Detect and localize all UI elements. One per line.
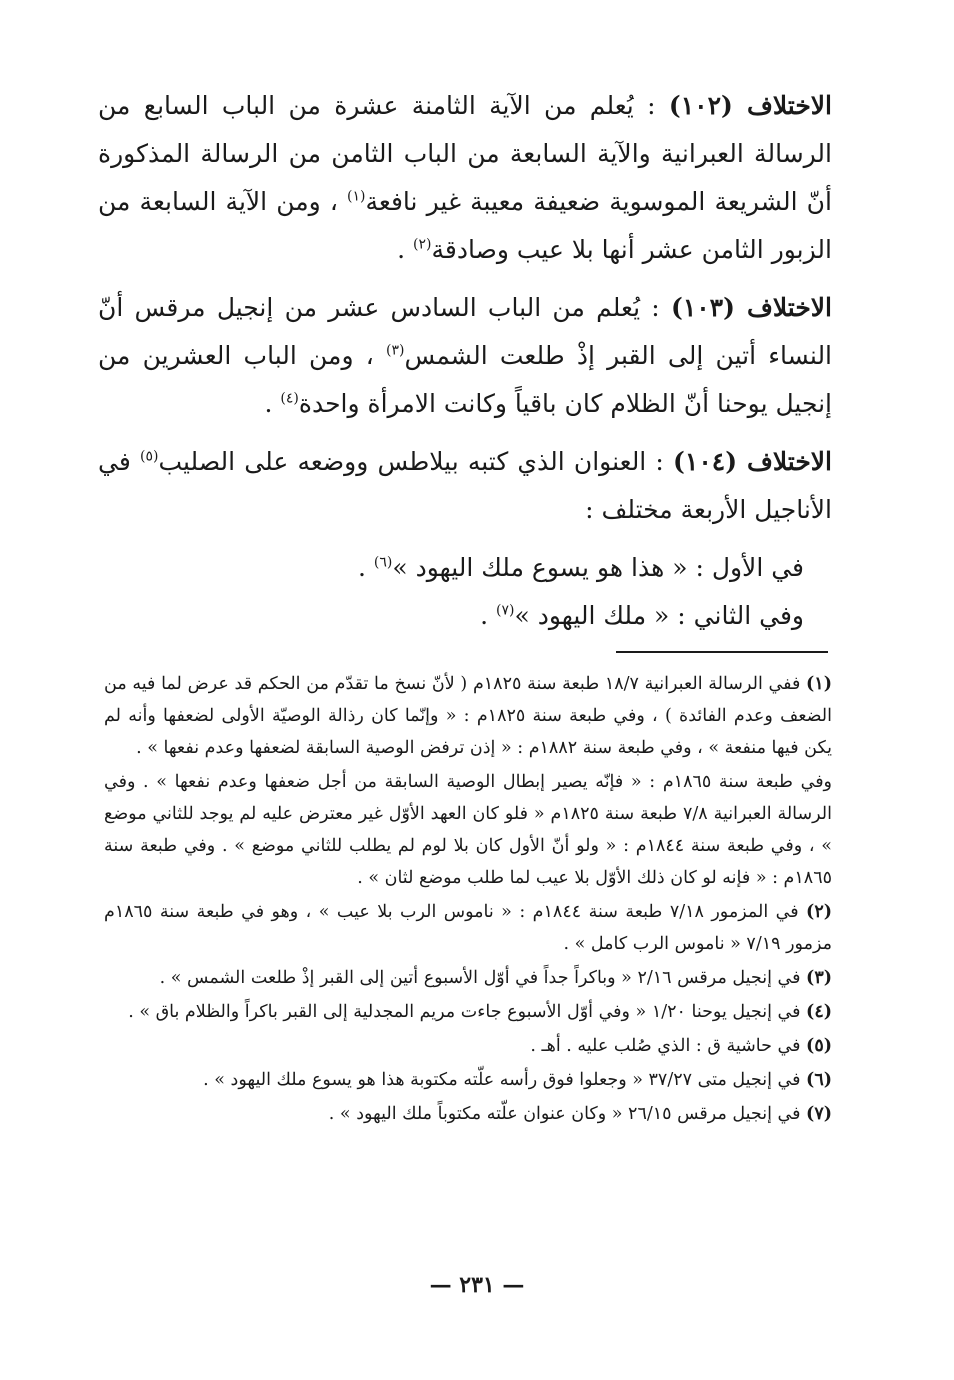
paragraph-heading: الاختلاف (١٠٢) xyxy=(668,91,832,120)
footnote-7 xyxy=(104,1098,832,1130)
footnote-text: في حاشية ق : الذي صُلب عليه . أهـ . xyxy=(530,1036,807,1056)
paragraph-text: في الأناجيل الأربعة مختلف : xyxy=(98,447,832,524)
footnote-ref: (٦) xyxy=(373,554,393,571)
footnote-1 xyxy=(104,668,832,764)
footnote-text: في إنجيل متى ٣٧/٢٧ « وجعلوا فوق رأسه علّته مكتوبة هذا هو يسوع ملك اليهود » . xyxy=(203,1070,807,1090)
footnote-separator xyxy=(616,651,828,653)
footnote-ref: (٤) xyxy=(280,390,299,407)
paragraph-102 xyxy=(98,82,832,274)
paragraph-heading: الاختلاف (١٠٤) xyxy=(673,447,832,476)
footnote-number: (٦) xyxy=(806,1070,832,1090)
footnote-number: (١) xyxy=(806,674,832,694)
footnote-5 xyxy=(104,1030,832,1062)
page-number: — ٢٣١ — xyxy=(429,1272,525,1298)
footnote-ref: (٣) xyxy=(386,342,405,359)
paragraph-text: : يُعلم من الباب السادس عشر من إنجيل مرقس أنّ النساء أتين إلى القبر إذْ طلعت الشمس xyxy=(98,293,833,370)
footnote-ref: (٢) xyxy=(413,236,432,253)
footnote-1-continued xyxy=(104,766,832,894)
paragraph-103 xyxy=(98,284,832,428)
quote-text: وفي الثاني : « ملك اليهود » xyxy=(514,601,804,630)
footnote-number: (٣) xyxy=(806,968,832,988)
footnote-text: في إنجيل يوحنا ١/٢٠ « وفي أوّل الأسبوع جاءت مريم المجدلية إلى القبر باكراً والظلام باق » . xyxy=(128,1002,807,1022)
footnote-ref: (١) xyxy=(347,188,366,205)
quote-text: في الأول : « هذا هو يسوع ملك اليهود » xyxy=(392,553,804,582)
footnote-text: في المزمور ٧/١٨ طبعة سنة ١٨٤٤م : « ناموس الرب بلا عيب » ، وهو في طبعة سنة ١٨٦٥م مزمور ٧/١٩ « ناموس الرب كامل » . xyxy=(104,902,832,954)
footnote-number: (٥) xyxy=(806,1036,832,1056)
footnote-text: في إنجيل مرقس ٢٦/١٥ « وكان عنوان علّته مكتوباً ملك اليهود » . xyxy=(328,1104,807,1124)
footnote-number: (٧) xyxy=(806,1104,832,1124)
quote-tail: . xyxy=(358,553,374,582)
paragraph-text: : يُعلم من الآية الثامنة عشرة من الباب السابع من الرسالة العبرانية والآية السابعة من الباب الثامن من الرسالة المذكورة أنّ الشريعة الموسوية ضعيفة معيبة غير نافعة xyxy=(98,91,832,216)
quote-line-first xyxy=(98,544,804,592)
paragraph-heading: الاختلاف (١٠٣) xyxy=(670,293,832,322)
footnote-text: في إنجيل مرقس ٢/١٦ « وباكراً جداً في أوّل الأسبوع أتين إلى القبر إذْ طلعت الشمس » . xyxy=(159,968,807,988)
footnote-number: (٤) xyxy=(806,1002,832,1022)
paragraph-tail: . xyxy=(397,235,414,264)
footnote-number: (٢) xyxy=(806,902,832,922)
quote-line-second xyxy=(98,592,804,640)
footnote-4 xyxy=(104,996,832,1028)
main-text xyxy=(98,82,832,640)
footnote-3 xyxy=(104,962,832,994)
footnote-6 xyxy=(104,1064,832,1096)
paragraph-tail: . xyxy=(264,389,281,418)
footnotes xyxy=(104,668,832,1132)
paragraph-text: : العنوان الذي كتبه بيلاطس ووضعه على الصليب xyxy=(158,447,674,476)
footnote-ref: (٥) xyxy=(139,448,159,465)
paragraph-text: ، ومن الباب العشرين من إنجيل يوحنا أنّ الظلام كان باقياً وكانت الامرأة واحدة xyxy=(98,341,832,418)
quote-tail: . xyxy=(480,601,497,630)
paragraph-text: ، ومن الآية السابعة من الزبور الثامن عشر أنها بلا عيب وصادقة xyxy=(98,187,832,264)
footnote-text: ففي الرسالة العبرانية ١٨/٧ طبعة سنة ١٨٢٥م ( لأنّ نسخ ما تقدّم من الحكم قد عرض لما فيه من الضعف وعدم الفائدة ) ، وفي طبعة سنة ١٨٢٥م : « وإنّما كان رذالة الوصيّة الأولى لضعفها وأنه لم يكن فيها منفعة » ، وفي طبعة سنة ١٨٨٢م : « إذن ترفض الوصية السابقة لضعفها وعدم نفعها » . xyxy=(104,674,833,758)
footnote-ref: (٧) xyxy=(496,602,515,619)
footnote-text: وفي طبعة سنة ١٨٦٥م : « فإنّه يصير إبطال الوصية السابقة من أجل ضعفها وعدم نفعها » . وفي الرسالة العبرانية ٧/٨ طبعة سنة ١٨٢٥م « فلو كان العهد الأوّل غير معترض عليه لم يوجد للثاني موضع » ، وفي طبعة سنة ١٨٤٤م : « ولو أنّ الأول كان بلا لوم لم يطلب للثاني موضع » . وفي طبعة سنة ١٨٦٥م : « فإنه لو كان ذلك الأوّل بلا عيب لما طلب موضع لثان » . xyxy=(104,772,833,888)
footnote-2 xyxy=(104,896,832,960)
paragraph-104 xyxy=(98,438,832,534)
